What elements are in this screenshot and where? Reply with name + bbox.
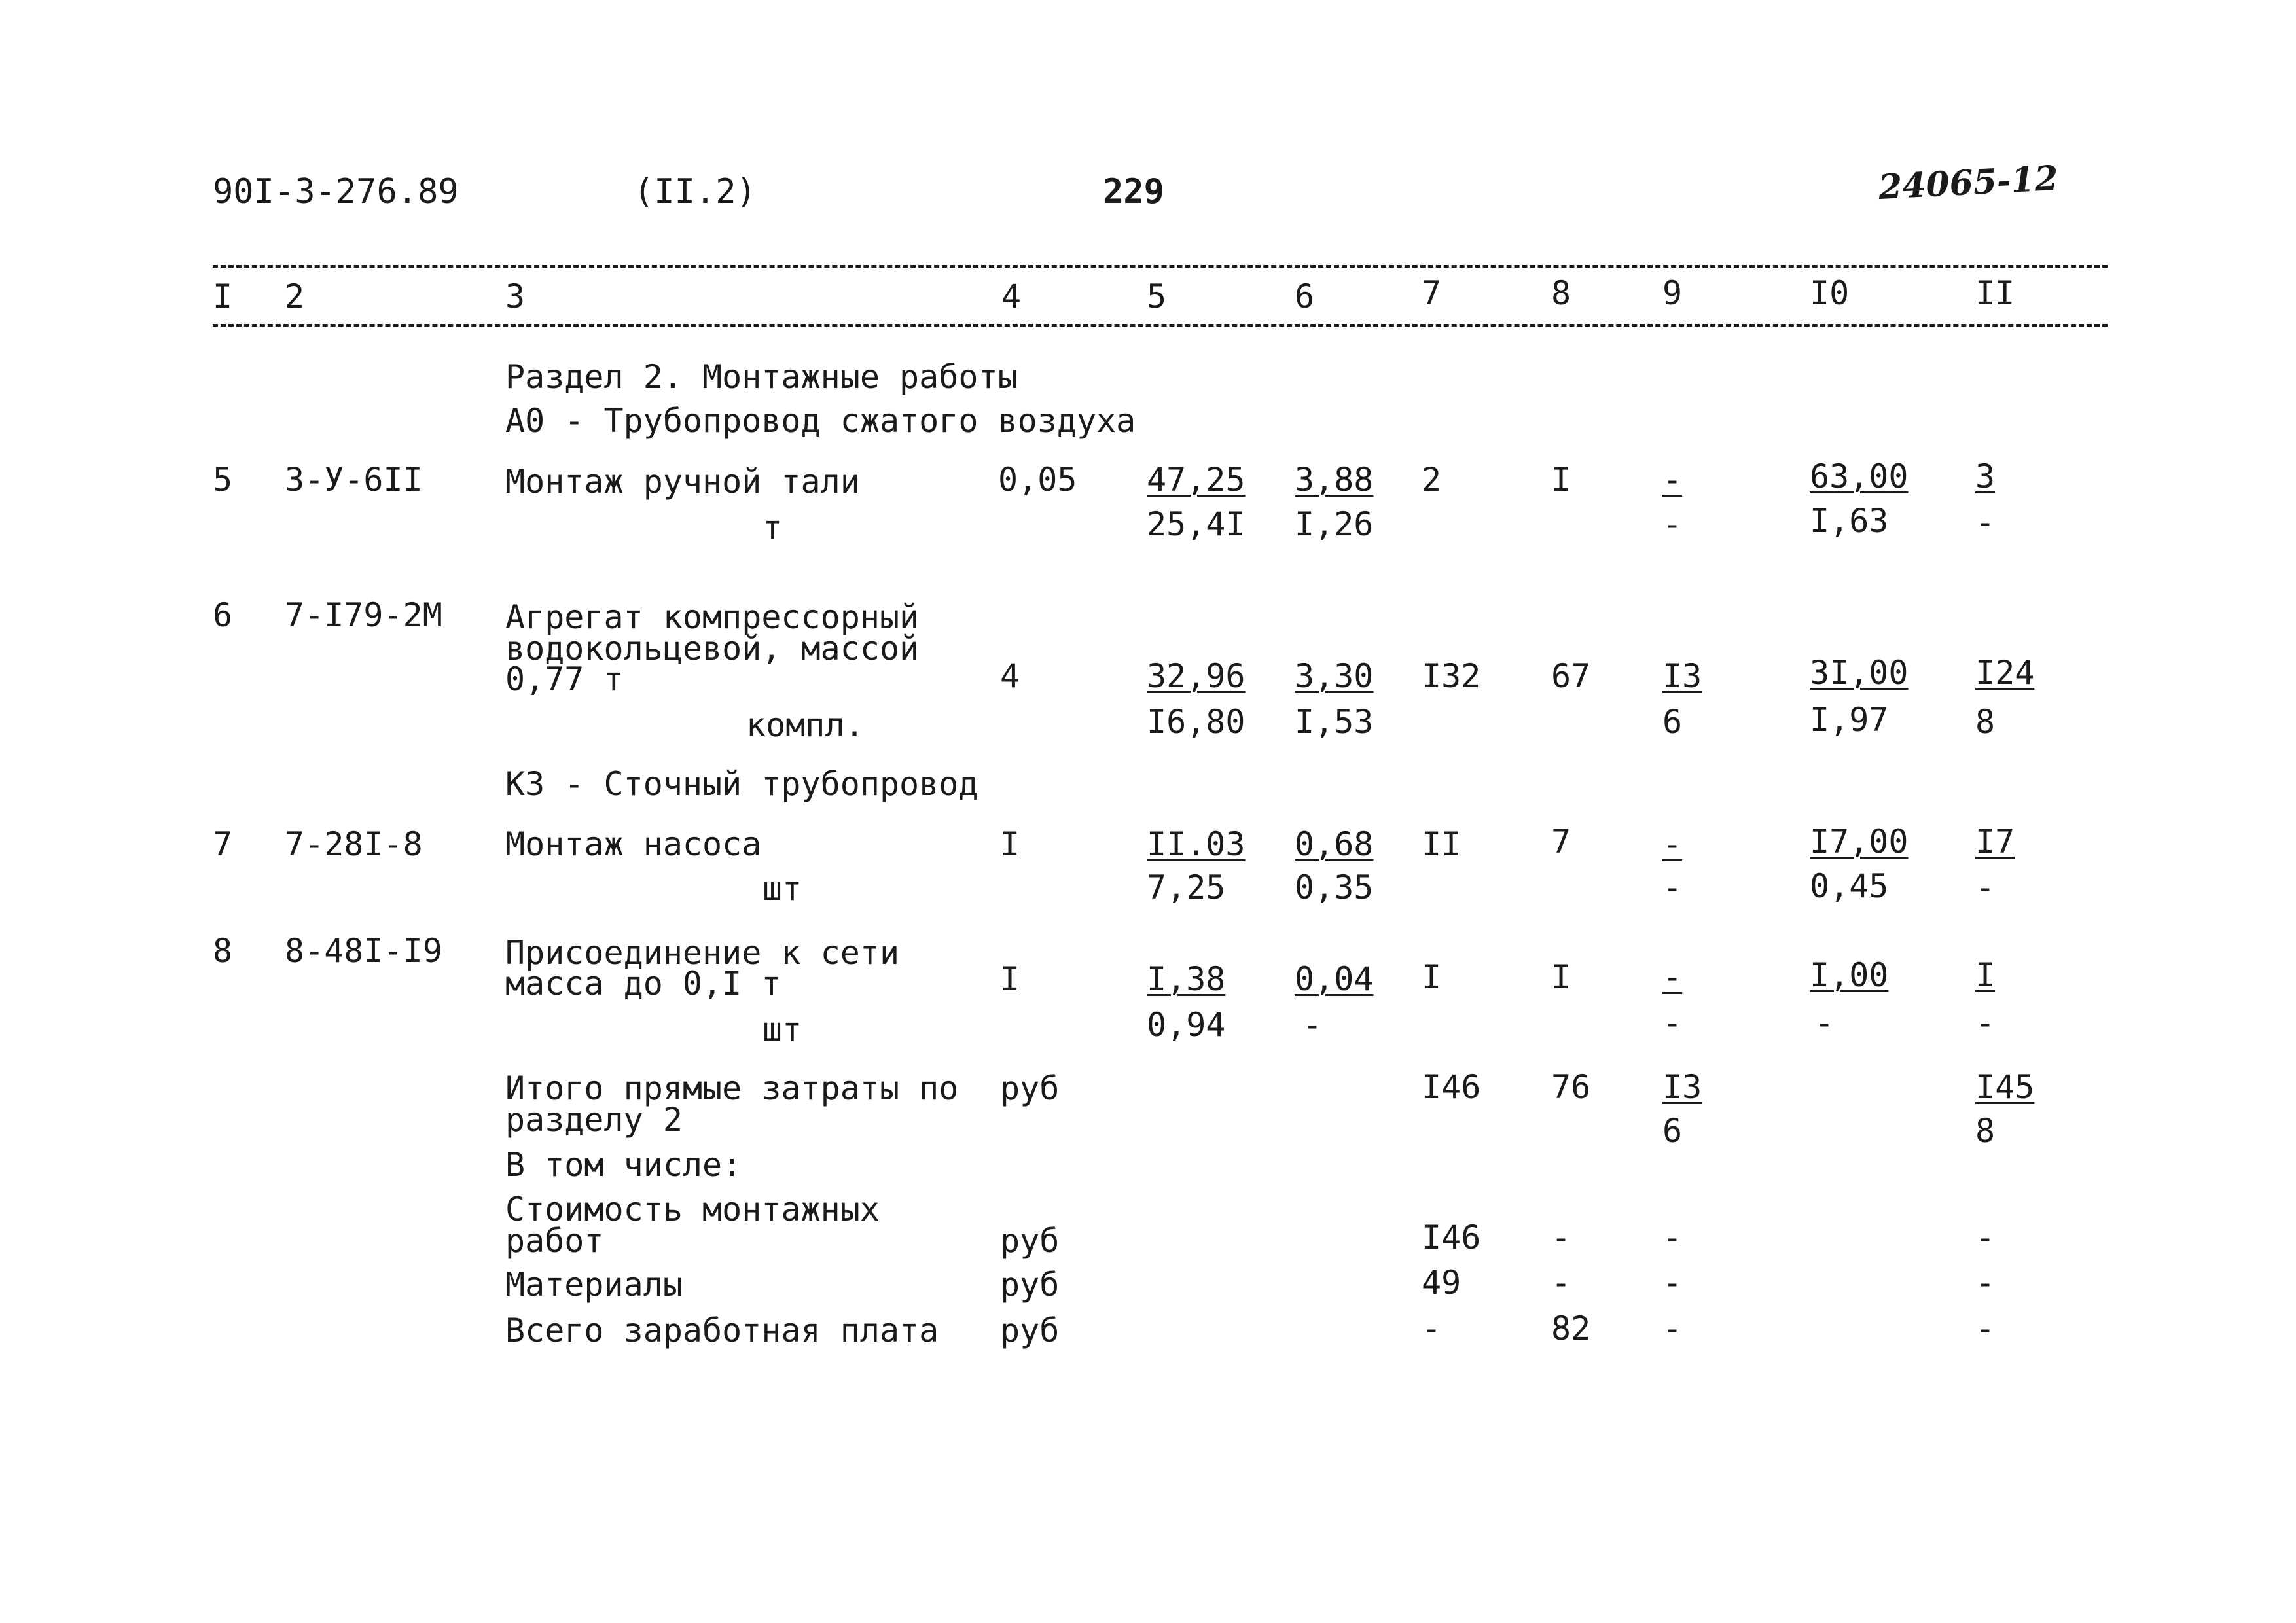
breakdown-unit: руб <box>1000 1222 1060 1260</box>
doc-code: 90I-3-276.89 <box>213 172 459 211</box>
column-header: 9 <box>1662 274 1683 312</box>
row-unit: т <box>762 508 783 546</box>
row-qty: I <box>1000 960 1020 998</box>
cell-c10-top: 63,00 <box>1810 457 1909 495</box>
row-code: 3-У-6II <box>285 461 423 499</box>
row-number: 5 <box>213 461 233 499</box>
cell-c7: 2 <box>1422 461 1442 499</box>
cell-c10-top: I,00 <box>1810 956 1889 994</box>
cell-c11-bottom: - <box>1975 868 1996 906</box>
handwritten-code: 24065-12 <box>1877 158 2060 208</box>
cell-c8: 7 <box>1551 823 1571 861</box>
row-name: водокольцевой, массой <box>505 630 920 668</box>
breakdown-label: Материалы <box>505 1266 683 1304</box>
breakdown-c11: - <box>1975 1219 1996 1257</box>
cell-c6-bottom: I,53 <box>1295 703 1374 741</box>
column-header: 5 <box>1147 277 1167 315</box>
row-code: 7-28I-8 <box>285 825 423 863</box>
row-unit: компл. <box>746 706 865 744</box>
row-code: 7-I79-2М <box>285 596 442 634</box>
breakdown-c11: - <box>1975 1264 1996 1302</box>
row-name: 0,77 т <box>505 660 624 698</box>
cell-c10-bottom: 0,45 <box>1810 867 1889 905</box>
totals-label: разделу 2 <box>505 1101 683 1139</box>
breakdown-unit: руб <box>1000 1311 1060 1349</box>
header-bottom-rule <box>213 324 2108 327</box>
breakdown-label: Всего заработная плата <box>505 1311 939 1349</box>
totals-label: Итого прямые затраты по <box>505 1069 959 1107</box>
subsection-k3: К3 - Сточный трубопровод <box>505 765 978 803</box>
cell-c11-bottom: - <box>1975 503 1996 541</box>
cell-c6-bottom: 0,35 <box>1295 868 1374 906</box>
column-header: 7 <box>1422 274 1442 312</box>
cell-c7: I <box>1422 958 1442 996</box>
cell-c5-top: II.03 <box>1147 825 1246 863</box>
cell-c6-top: 3,30 <box>1295 657 1374 695</box>
cell-c10-top: I7,00 <box>1810 823 1909 861</box>
cell-c10-bottom: I,63 <box>1810 502 1889 540</box>
row-number: 8 <box>213 932 233 970</box>
cell-c10-bottom: - <box>1814 1004 1835 1042</box>
cell-c6-top: 0,68 <box>1295 825 1374 863</box>
row-name: Присоединение к сети <box>505 934 900 972</box>
cell-c11-top: I24 <box>1975 654 2035 692</box>
row-qty: 4 <box>1000 657 1020 695</box>
cell-c5-top: I,38 <box>1147 960 1226 998</box>
breakdown-c7: 49 <box>1422 1264 1462 1302</box>
subsection-a0: А0 - Трубопровод сжатого воздуха <box>505 402 1136 440</box>
breakdown-c9: - <box>1662 1264 1683 1302</box>
cell-c8: I <box>1551 958 1571 996</box>
album-number: (II.2) <box>634 172 757 211</box>
row-name: Монтаж насоса <box>505 825 762 863</box>
row-code: 8-48I-I9 <box>285 932 442 970</box>
totals-unit: руб <box>1000 1069 1060 1107</box>
row-name: Монтаж ручной тали <box>505 463 860 501</box>
cell-c8: I <box>1551 461 1571 499</box>
column-header: II <box>1975 274 2015 312</box>
breakdown-c8: - <box>1551 1264 1571 1302</box>
header-top-rule <box>213 265 2108 268</box>
cell-c11-top: I7 <box>1975 823 2015 861</box>
cell-c10-top: 3I,00 <box>1810 654 1909 692</box>
breakdown-unit: руб <box>1000 1266 1060 1304</box>
cell-c6-top: 3,88 <box>1295 461 1374 499</box>
cell-c5-top: 32,96 <box>1147 657 1246 695</box>
column-header: 3 <box>505 277 526 315</box>
cell-c8: 67 <box>1551 657 1591 695</box>
breakdown-intro: В том числе: <box>505 1146 742 1184</box>
totals-c8: 76 <box>1551 1068 1591 1106</box>
breakdown-c11: - <box>1975 1310 1996 1347</box>
cell-c9-bottom: - <box>1662 868 1683 906</box>
cell-c9-bottom: 6 <box>1662 703 1683 741</box>
row-unit: шт <box>762 870 802 908</box>
cell-c7: I32 <box>1422 657 1481 695</box>
breakdown-c7: I46 <box>1422 1219 1481 1257</box>
breakdown-c7: - <box>1422 1310 1442 1347</box>
cell-c6-bottom: I,26 <box>1295 505 1374 543</box>
cell-c11-top: I <box>1975 956 1996 994</box>
cell-c9-top: - <box>1662 461 1683 499</box>
page-number: 229 <box>1103 172 1164 211</box>
row-unit: шт <box>762 1010 802 1048</box>
column-header: I0 <box>1810 274 1850 312</box>
cell-c11-bottom: 8 <box>1975 703 1996 741</box>
column-header: 2 <box>285 277 305 315</box>
row-number: 6 <box>213 596 233 634</box>
cell-c5-bottom: 0,94 <box>1147 1006 1226 1044</box>
cell-c5-bottom: 7,25 <box>1147 868 1226 906</box>
breakdown-c8: 82 <box>1551 1310 1591 1347</box>
cell-c11-top: 3 <box>1975 457 1996 495</box>
totals-c9-top: I3 <box>1662 1068 1702 1106</box>
column-header: 6 <box>1295 277 1315 315</box>
cell-c5-bottom: 25,4I <box>1147 505 1246 543</box>
cell-c9-bottom: - <box>1662 505 1683 543</box>
cell-c9-top: I3 <box>1662 657 1702 695</box>
cell-c5-bottom: I6,80 <box>1147 703 1246 741</box>
row-number: 7 <box>213 825 233 863</box>
cell-c6-bottom: - <box>1302 1006 1323 1044</box>
column-header: I <box>213 277 233 315</box>
totals-c9-bottom: 6 <box>1662 1112 1683 1150</box>
breakdown-c8: - <box>1551 1219 1571 1257</box>
column-header: 4 <box>1001 277 1022 315</box>
totals-c11-top: I45 <box>1975 1068 2035 1106</box>
cell-c9-top: - <box>1662 825 1683 863</box>
row-name: масса до 0,I т <box>505 965 781 1003</box>
cell-c5-top: 47,25 <box>1147 461 1246 499</box>
breakdown-label: работ <box>505 1222 604 1260</box>
row-qty: 0,05 <box>998 461 1077 499</box>
row-name: Агрегат компрессорный <box>505 598 920 636</box>
breakdown-label: Стоимость монтажных <box>505 1190 880 1228</box>
cell-c10-bottom: I,97 <box>1810 701 1889 739</box>
totals-c11-bottom: 8 <box>1975 1112 1996 1150</box>
section-title: Раздел 2. Монтажные работы <box>505 358 1018 396</box>
totals-c7: I46 <box>1422 1068 1481 1106</box>
column-header: 8 <box>1551 274 1571 312</box>
cell-c11-bottom: - <box>1975 1004 1996 1042</box>
breakdown-c9: - <box>1662 1310 1683 1347</box>
cell-c9-top: - <box>1662 958 1683 996</box>
row-qty: I <box>1000 825 1020 863</box>
cell-c7: II <box>1422 825 1462 863</box>
cell-c9-bottom: - <box>1662 1004 1683 1042</box>
cell-c6-top: 0,04 <box>1295 960 1374 998</box>
breakdown-c9: - <box>1662 1219 1683 1257</box>
